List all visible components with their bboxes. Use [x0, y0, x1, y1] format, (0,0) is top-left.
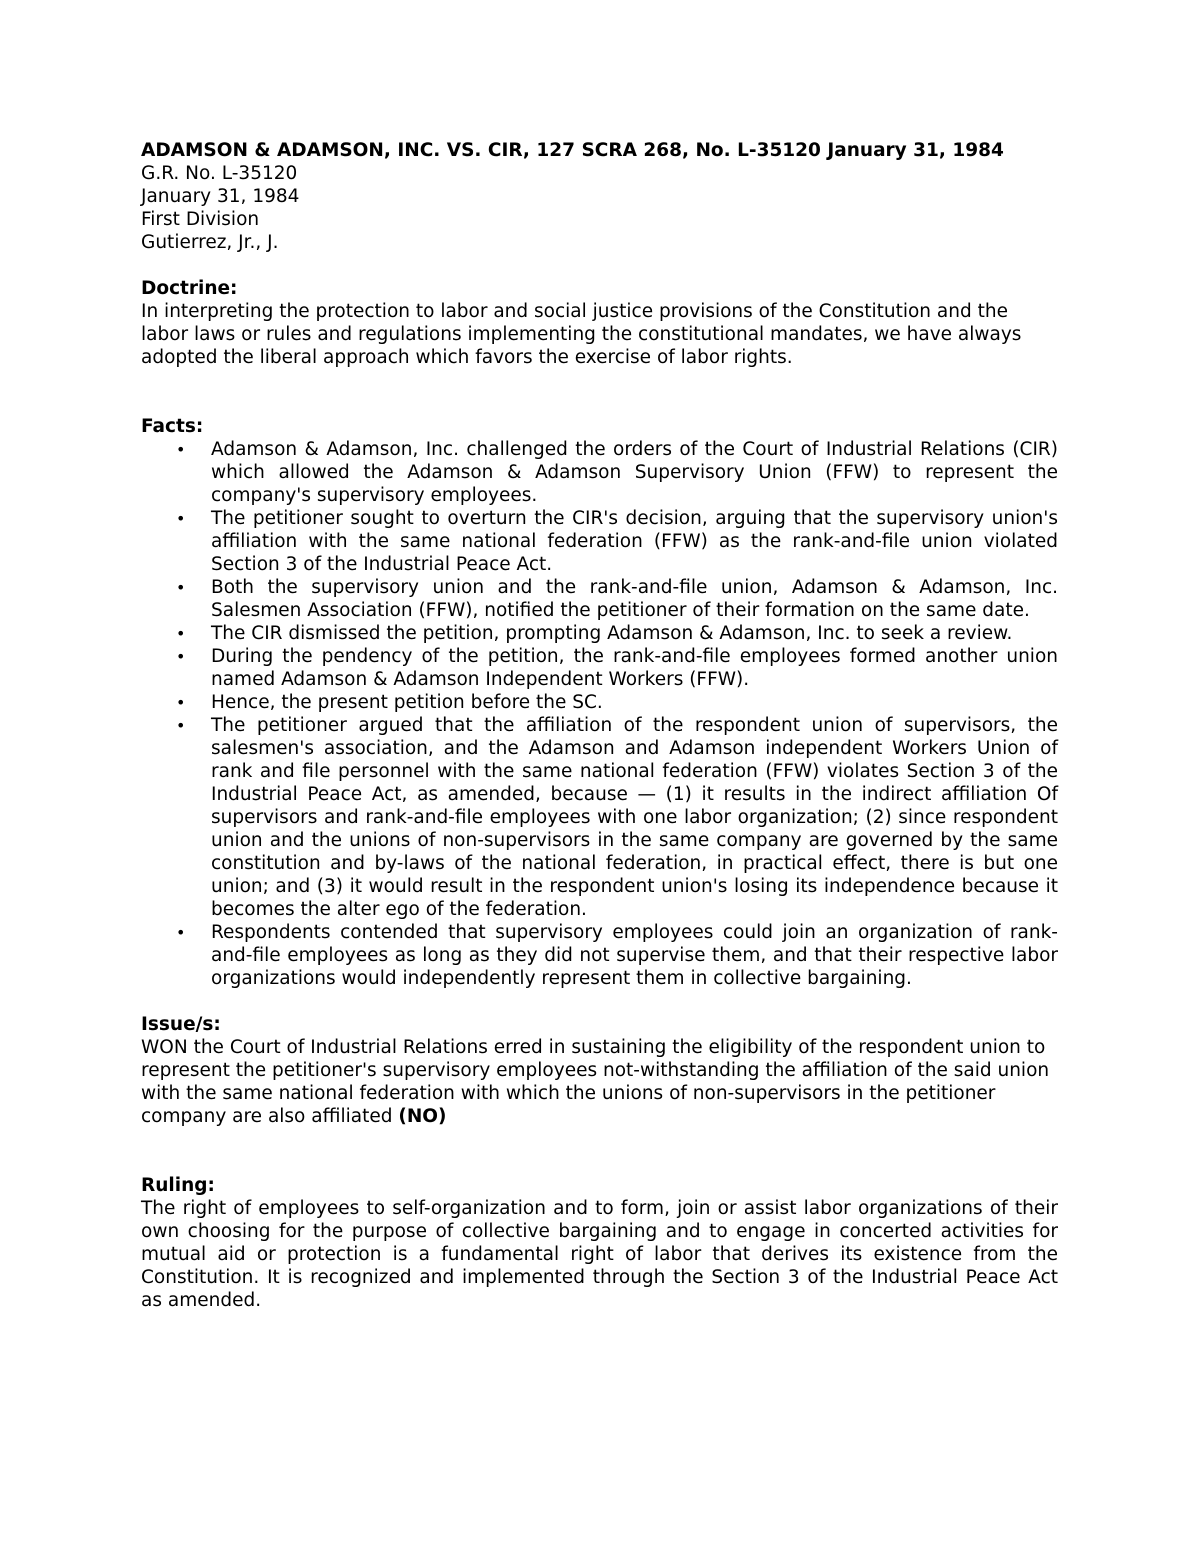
issue-answer: (NO) [398, 1106, 447, 1127]
ponente: Gutierrez, Jr., J. [141, 232, 279, 253]
list-item [141, 921, 1058, 990]
issue-body: WON the Court of Industrial Relations erred in sustaining the eligibility of the respondent union to represent the petitioner's supervisory employees not-withstanding the affiliation of the said union with the same national federation with which the unions of non-supervisors in the petitioner company are also affiliated [141, 1037, 1050, 1127]
list-item [141, 507, 1058, 576]
fact-text: The petitioner sought to overturn the CIR's decision, arguing that the supervisory union's affiliation with the same national federation (FFW) as the rank-and-file union violated Section 3 of the Industrial Peace Act. [211, 508, 1058, 575]
bullet-icon: • [176, 509, 186, 528]
fact-text: Hence, the present petition before the SC. [211, 692, 603, 713]
gr-number: G.R. No. L-35120 [141, 163, 298, 184]
fact-text: Respondents contended that supervisory employees could join an organization of rank-and-file employees as long as they did not supervise them, and that their respective labor organizations would independently represent them in collective bargaining. [211, 922, 1058, 989]
fact-text: During the pendency of the petition, the rank-and-file employees formed another union named Adamson & Adamson Independent Workers (FFW). [211, 646, 1058, 690]
bullet-icon: • [176, 440, 186, 459]
list-item [141, 691, 1058, 714]
spacer [141, 990, 1058, 1013]
bullet-icon: • [176, 647, 186, 666]
fact-text: Adamson & Adamson, Inc. challenged the orders of the Court of Industrial Relations (CIR) which allowed the Adamson & Adamson Supervisory Union (FFW) to represent the company's supervisory employees. [211, 439, 1058, 506]
list-item [141, 622, 1058, 645]
list-item [141, 576, 1058, 622]
doctrine-heading: Doctrine: [141, 278, 238, 299]
bullet-icon: • [176, 578, 186, 597]
fact-text: The CIR dismissed the petition, prompting Adamson & Adamson, Inc. to seek a review. [211, 623, 1013, 644]
bullet-icon: • [176, 716, 186, 735]
bullet-icon: • [176, 923, 186, 942]
case-title: ADAMSON & ADAMSON, INC. VS. CIR, 127 SCRA 268, No. L-35120 January 31, 1984 [141, 140, 1004, 161]
facts-heading: Facts: [141, 416, 204, 437]
spacer [141, 254, 1058, 277]
fact-text: The petitioner argued that the affiliation of the respondent union of supervisors, the salesmen's association, and the Adamson and Adamson independent Workers Union of rank and file personnel with the same national federation (FFW) violates Section 3 of the Industrial Peace Act, as amended, because — (1) it results in the indirect affiliation Of supervisors and rank-and-file employees with one labor organization; (2) since respondent union and the unions of non-supervisors in the same company are governed by the same constitution and by-laws of the national federation, in practical effect, there is but one union; and (3) it would result in the respondent union's losing its independence because it becomes the alter ego of the federation. [211, 715, 1058, 920]
bullet-icon: • [176, 693, 186, 712]
issue-text [141, 1036, 1058, 1128]
decision-date: January 31, 1984 [141, 186, 300, 207]
facts-list [141, 438, 1058, 990]
division: First Division [141, 209, 260, 230]
list-item [141, 438, 1058, 507]
spacer [141, 1128, 1058, 1174]
ruling-text: The right of employees to self-organization and to form, join or assist labor organizations of their own choosing for the purpose of collective bargaining and to engage in concerted activities for mutual aid or protection is a fundamental right of labor that derives its existence from the Constitution. It is recognized and implemented through the Section 3 of the Industrial Peace Act as amended. [141, 1198, 1058, 1311]
list-item [141, 714, 1058, 921]
list-item [141, 645, 1058, 691]
ruling-heading: Ruling: [141, 1175, 215, 1196]
spacer [141, 369, 1058, 415]
fact-text: Both the supervisory union and the rank-and-file union, Adamson & Adamson, Inc. Salesmen Association (FFW), notified the petitioner of their formation on the same date. [211, 577, 1058, 621]
bullet-icon: • [176, 624, 186, 643]
doctrine-text: In interpreting the protection to labor and social justice provisions of the Constitution and the labor laws or rules and regulations implementing the constitutional mandates, we have always adopted the liberal approach which favors the exercise of labor rights. [141, 301, 1022, 368]
issue-heading: Issue/s: [141, 1014, 221, 1035]
document-page [141, 139, 1058, 1312]
